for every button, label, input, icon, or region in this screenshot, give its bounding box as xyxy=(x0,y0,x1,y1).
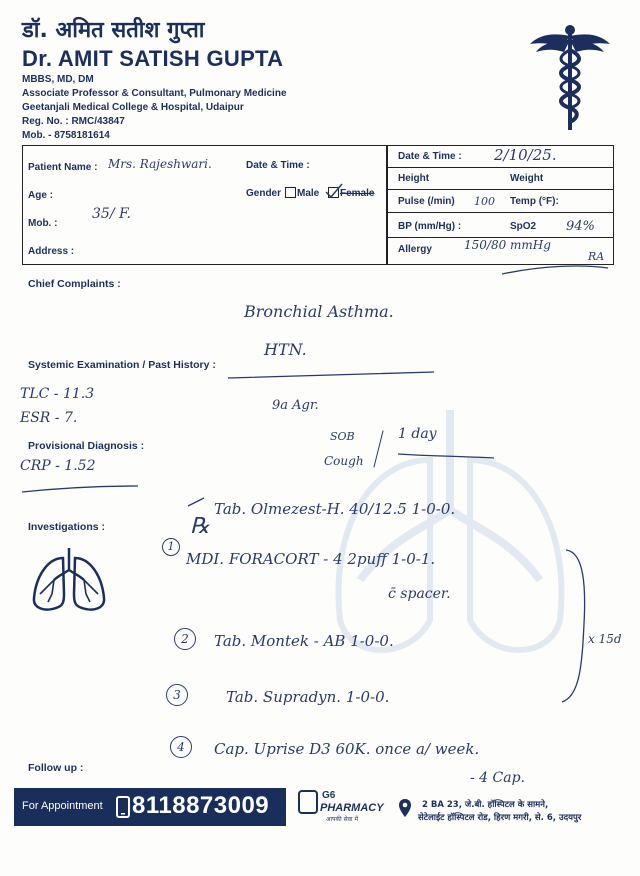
medicine-5-note: - 4 Cap. xyxy=(470,770,526,786)
male-checkbox[interactable] xyxy=(285,187,296,198)
temp-label: Temp (°F): xyxy=(510,196,559,207)
clinic-address-line-2: सेटेलाईट हॉस्पिटल रोड, हिरण मगरी, से. 6, उदयपुर xyxy=(418,813,582,823)
appointment-phone[interactable]: 8118873009 xyxy=(132,792,270,819)
divider xyxy=(386,189,614,190)
history-note-3: Cough xyxy=(324,454,364,468)
reg-number: Reg. No. : RMC/43847 xyxy=(22,116,125,127)
item-number-4: 4 xyxy=(170,736,192,758)
age-value: 35/ F. xyxy=(92,206,131,222)
spo2-label: SpO2 xyxy=(510,221,537,232)
esr-value: ESR - 7. xyxy=(20,410,78,426)
doctor-name-hindi: डॉ. अमित सतीश गुप्ता xyxy=(22,18,205,43)
history-text: HTN. xyxy=(264,340,307,359)
handwritten-tick xyxy=(186,494,206,514)
appointment-banner xyxy=(14,788,286,826)
handwritten-underline xyxy=(396,448,496,462)
allergy-label: Allergy xyxy=(398,244,432,255)
duration-text: x 15d xyxy=(588,632,622,646)
pharmacy-logo-mark xyxy=(298,790,318,814)
female-label: Female xyxy=(340,188,375,199)
address-label: Address : xyxy=(28,246,75,257)
pharmacy-tagline: आपकी सेवा में xyxy=(326,816,359,823)
medicine-2-note: c̄ spacer. xyxy=(388,586,451,602)
divider xyxy=(386,212,614,213)
divider xyxy=(386,145,388,265)
male-label: Male xyxy=(297,188,320,199)
appointment-label: For Appointment xyxy=(22,800,103,812)
rx-symbol: ℞ xyxy=(190,514,210,539)
patient-name-value: Mrs. Rajeshwari. xyxy=(108,157,212,171)
tlc-value: TLC - 11.3 xyxy=(20,386,95,402)
pulse-label: Pulse (/min) xyxy=(398,196,455,207)
mob-label: Mob. : xyxy=(28,218,58,229)
doctor-name: Dr. AMIT SATISH GUPTA xyxy=(22,46,284,71)
institution: Geetanjali Medical College & Hospital, Udaipur xyxy=(22,102,244,113)
patient-name-label: Patient Name : xyxy=(28,162,98,173)
follow-up-label: Follow up : xyxy=(28,762,84,774)
pharmacy-logo xyxy=(298,788,388,826)
medicine-2: MDI. FORACORT - 4 2puff 1-0-1. xyxy=(186,550,436,568)
item-number-3: 3 xyxy=(166,684,188,706)
phone-icon xyxy=(116,796,130,818)
date-value: 2/10/25. xyxy=(494,146,557,164)
pulse-value: 100 xyxy=(474,195,495,208)
medicine-4: Tab. Supradyn. 1-0-0. xyxy=(226,688,390,706)
handwritten-bracket xyxy=(560,546,600,706)
bp-value: 150/80 mmHg xyxy=(464,238,551,252)
medicine-1: Tab. Olmezest-H. 40/12.5 1-0-0. xyxy=(214,500,456,518)
handwritten-underline xyxy=(226,364,436,384)
gender-label: Gender xyxy=(246,188,282,199)
provisional-diagnosis-label: Provisional Diagnosis : xyxy=(28,440,145,452)
item-number-1: 1 xyxy=(162,538,180,556)
chief-complaint-text: Bronchial Asthma. xyxy=(244,302,394,321)
history-note-4: 1 day xyxy=(398,426,437,442)
systemic-exam-label: Systemic Examination / Past History : xyxy=(28,359,216,371)
handwritten-underline xyxy=(500,256,610,278)
item-number-2: 2 xyxy=(174,628,196,650)
medicine-5: Cap. Uprise D3 60K. once a/ week. xyxy=(214,740,480,758)
investigations-label: Investigations : xyxy=(28,521,106,533)
date-label: Date & Time : xyxy=(398,151,462,162)
ra-value: RA xyxy=(588,250,605,263)
clinic-address-line-1: 2 BA 23, जे.बी. हॉस्पिटल के सामने, xyxy=(422,800,549,810)
spo2-value: 94% xyxy=(566,219,595,234)
degrees: MBBS, MD, DM xyxy=(22,74,94,85)
bp-label: BP (mm/Hg) : xyxy=(398,221,462,232)
caduceus-icon xyxy=(530,22,610,132)
history-note-1: 9a Agr. xyxy=(272,398,319,413)
pharmacy-name: PHARMACY xyxy=(320,802,384,814)
doctor-mobile: Mob. - 8758181614 xyxy=(22,130,110,141)
height-label: Height xyxy=(398,173,430,184)
designation: Associate Professor & Consultant, Pulmonary Medicine xyxy=(22,88,287,99)
location-pin-icon xyxy=(398,798,412,818)
date-time-label: Date & Time : xyxy=(246,160,310,171)
history-note-2: SOB xyxy=(330,430,355,443)
pharmacy-number: G6 xyxy=(322,790,336,801)
age-label: Age : xyxy=(28,190,53,201)
crp-value: CRP - 1.52 xyxy=(20,458,96,474)
weight-label: Weight xyxy=(510,173,544,184)
lungs-icon xyxy=(30,546,108,614)
medicine-3: Tab. Montek - AB 1-0-0. xyxy=(214,632,394,650)
divider xyxy=(386,167,614,168)
handwritten-underline xyxy=(20,478,140,496)
chief-complaints-label: Chief Complaints : xyxy=(28,278,121,290)
